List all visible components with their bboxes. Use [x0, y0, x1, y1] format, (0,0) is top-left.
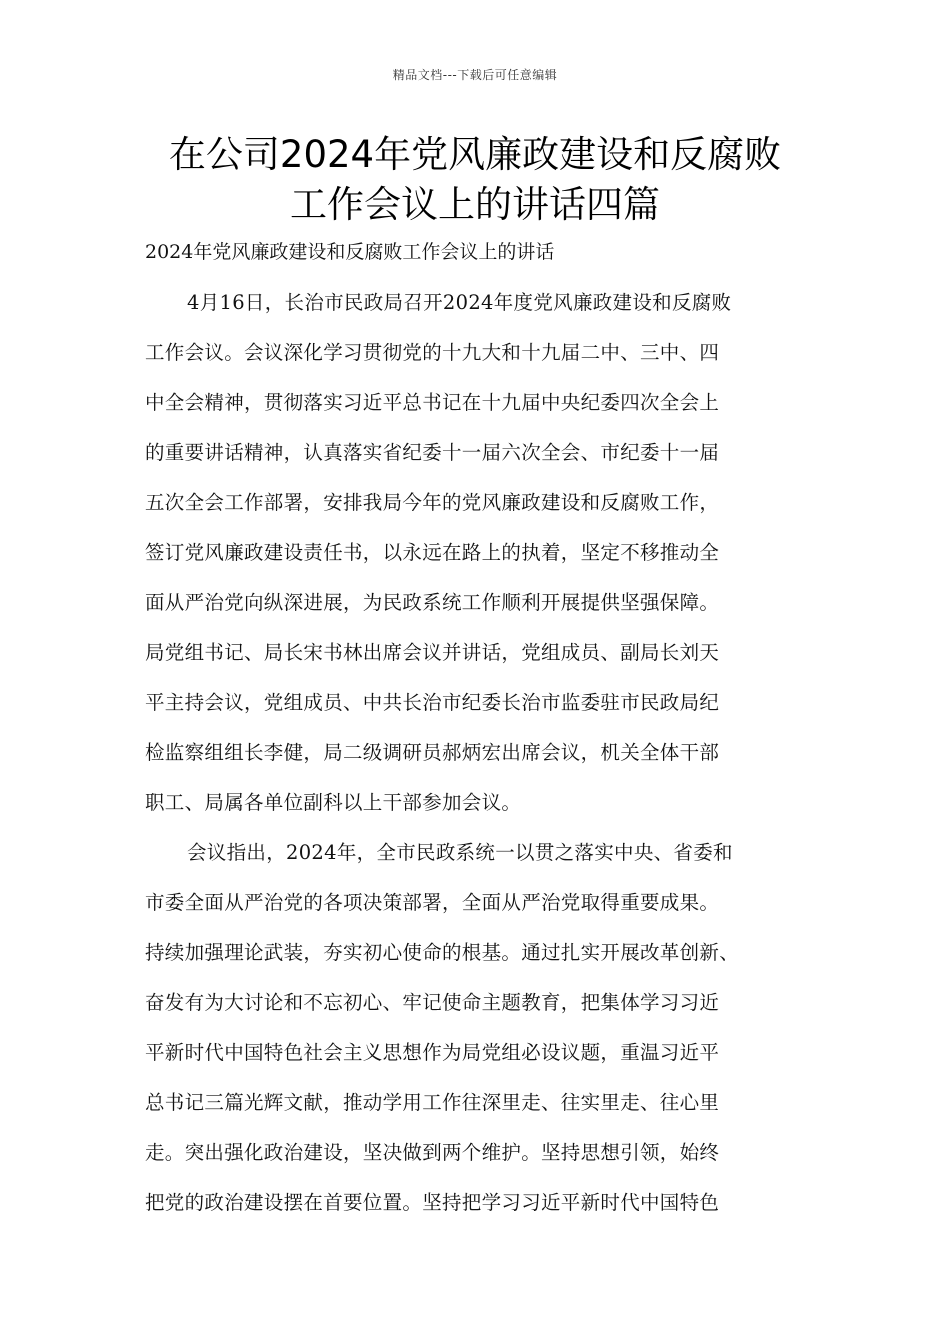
paragraph-2-line: 奋发有为大讨论和不忘初心、牢记使命主题教育，把集体学习习近 — [145, 991, 720, 1014]
paragraph-2-line: 总书记三篇光辉文献，推动学用工作往深里走、往实里走、往心里 — [145, 1091, 720, 1114]
paragraph-1-line: 的重要讲话精神，认真落实省纪委十一届六次全会、市纪委十一届 — [145, 441, 720, 464]
paragraph-1-line: 检监察组组长李健，局二级调研员郝炳宏出席会议，机关全体干部 — [145, 741, 720, 764]
page-header-note: 精品文档---下载后可任意编辑 — [392, 68, 558, 82]
paragraph-1-line: 中全会精神，贯彻落实习近平总书记在十九届中央纪委四次全会上 — [145, 391, 720, 414]
paragraph-2-line: 市委全面从严治党的各项决策部署，全面从严治党取得重要成果。 — [145, 891, 720, 914]
paragraph-1-line: 平主持会议，党组成员、中共长治市纪委长治市监委驻市民政局纪 — [145, 691, 720, 714]
paragraph-2-line: 会议指出，2024年，全市民政系统一以贯之落实中央、省委和 — [187, 841, 733, 864]
paragraph-2-line: 走。突出强化政治建设，坚决做到两个维护。坚持思想引领，始终 — [145, 1141, 720, 1164]
paragraph-1-line: 职工、局属各单位副科以上干部参加会议。 — [145, 791, 522, 814]
document-subtitle: 2024年党风廉政建设和反腐败工作会议上的讲话 — [145, 241, 555, 263]
document-title — [100, 130, 850, 230]
paragraph-1-line: 4月16日，长治市民政局召开2024年度党风廉政建设和反腐败 — [187, 291, 732, 314]
paragraph-2-line: 把党的政治建设摆在首要位置。坚持把学习习近平新时代中国特色 — [145, 1191, 720, 1214]
title-line-1: 在公司2024年党风廉政建设和反腐败 — [168, 133, 782, 176]
paragraph-1-line: 五次全会工作部署，安排我局今年的党风廉政建设和反腐败工作， — [145, 491, 720, 514]
paragraph-2-line: 平新时代中国特色社会主义思想作为局党组必设议题，重温习近平 — [145, 1041, 720, 1064]
paragraph-1-line: 面从严治党向纵深进展，为民政系统工作顺利开展提供坚强保障。 — [145, 591, 720, 614]
title-line-2: 工作会议上的讲话四篇 — [290, 183, 660, 226]
paragraph-1-line: 工作会议。会议深化学习贯彻党的十九大和十九届二中、三中、四 — [145, 341, 720, 364]
paragraph-1-line: 签订党风廉政建设责任书，以永远在路上的执着，坚定不移推动全 — [145, 541, 720, 564]
paragraph-1-line: 局党组书记、局长宋书林出席会议并讲话，党组成员、副局长刘天 — [145, 641, 720, 664]
document-body — [145, 285, 825, 1235]
paragraph-2-line: 持续加强理论武装，夯实初心使命的根基。通过扎实开展改革创新、 — [145, 941, 740, 964]
